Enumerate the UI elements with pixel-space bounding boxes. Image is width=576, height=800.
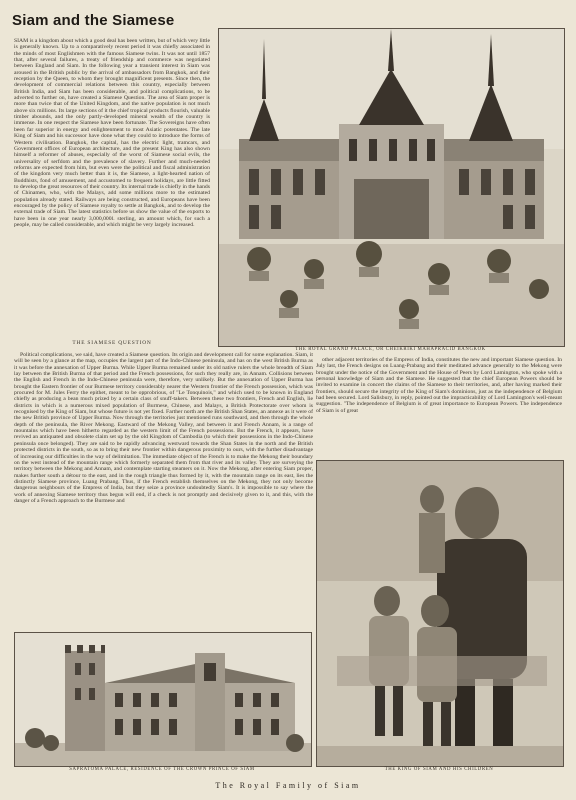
body-right-paragraph: other adjacent territories of the Empress of India, constitutes the new and important Siamese question. In July last, the French designs on Luang-Prabang and their meditated advance generally to the Mekong were brought under the notice of the Government and the House of Peers by Lord Lamington, who spoke with a personal knowledge of Siam and the Siamese. He suggested that the chief European Powers should be invited to examine in concert the claims of the Siamese to their territories, and, after having marked their frontiers, should secure the integrity of the King of Siam's dominions, just as the independence of Belgium had been secured. Lord Salisbury, in reply, pointed out the impracticability of Lord Lamington's well-meant suggestion. "The independence of Belgium is of great importance to European Powers. The independence of Siam is of great xyxy=(316,357,562,414)
king-and-children-engraving xyxy=(316,460,564,767)
body-left-paragraph: Political complications, we said, have created a Siamese question. Its origin and development call for some explanation. Siam, it will be seen by a glance at the map, occupies the largest part of the Indo-Chinese peninsula, and has on the west British Burma as it was before the annexation of Upper Burma. While Upper Burma remained under its old native rulers the whole breadth of Siam lay between the British Burma of that period and the French possessions, for such they really are, in Annam. Collisions between the English and French in the Indo-Chinese peninsula were, therefore, very unlikely. But the annexation of Upper Burma has brought the Eastern frontier of our Burmese territory considerably nearer the Western frontier of the French possession, which was procured for M. Jules Ferry the epithet, meant to be opprobrious, of "Le Tonquinois," and which used to be known in England chiefly as producing a bean much prized by a certain class of snuff-takers. Between these two frontiers, French and English, lie districts in which is a numerous mixed population of Burmese, Chinese, and Malays, a British Protectorate over whom is recognised by the King of Siam, but whose future is not yet fixed. Farther north are the British Shan States, an annexe as it were of the new British province of Upper Burma. Now through the territories just mentioned runs southward, and then through the whole depth of the peninsula, the River Mekong. Eastward of the Mekong Valley, and between it and French Annam, is a range of mountains which have been hitherto regarded as the western limit of the French possessions. But the French, it appears, have revived an antiquated and obsolete claim set up by the old Kingdom of Cambodia (to which their possessions in the Indo-Chinese peninsula once belonged). They are said to be rapidly advancing westward towards the Shan States in the north and the British protected districts in the south, so as to bring their new frontier within dangerous proximity to ours, with the further disadvantage of increasing our difficulties in the way of delimitation. The immediate object of the French is to make the Mekong their boundary on the west instead of the mountain range which formerly separated them from that river and its valley. They are surveying the territory between the Mekong and Annam, and contemplate starting steamers on it. Now the Mekong, after entering Siam proper, makes further south a détour to the east, and in the rough triangle thus formed by it, with the mountain range on its east, lies the distinctly Siamese province, Luang Prabang. Thus, if the French establish themselves on the Mekong, they not only become dangerous neighbours of the Empress of India, but they seize a province undoubtedly Siam's. It is impossible to say where the work of annexing Siamese territory thus begun will end, if a check is not promptly and decisively given to it, and this, with the danger of a French approach to the Burmese and xyxy=(14,352,313,504)
body-right-column xyxy=(316,357,562,455)
page-title: Siam and the Siamese xyxy=(12,12,175,29)
grand-palace-caption: THE ROYAL GRAND PALACE, OR CHEIKRIKI MAHAPRACID BANGKOK xyxy=(295,347,486,352)
sapratoma-palace-engraving xyxy=(14,632,312,767)
section-subhead: THE SIAMESE QUESTION xyxy=(72,340,152,346)
intro-paragraph: SIAM is a kingdom about which a good deal has been written, but of which very little is generally known. Up to a comparatively recent period it was chiefly associated in the minds of most Englishmen with the famous Siamese twins. It was not until 1857 that, after several failures, a treaty of friendship and commerce was negotiated between England and Siam. In the following year a transient interest in Siam was aroused in the British public by the arrival of ambassadors from Bangkok, and their reception by the Queen, to whom they brought magnificent presents. Since then, the development of commercial relations between this country, especially between British India, and Siam has been considerable, and political complications, to be adverted to further on, have created a Siamese Question. The area of Siam proper is more than twice that of the United Kingdom, and the native population is not much above six millions. Its large sections of it the chief tropical products flourish, valuable timber abounds, and the only partly-developed mineral wealth of the country is immense. In one respect the Siamese have been fortunate. The Sovereigns have often been far superior in energy and enlightenment to most Asiatic potentates. The late King of Siam and his successor have done what they could to introduce the forms of Western civilisation. Bangkok, the capital, has the electric light, tramcars, and Government offices of European architecture, and the present King has also shown himself a reformer of abuses, especially of the worst of Siamese social evils, the universality of serfdom and the prevalence of slavery. Further and much-needed reforms are expected from him, but even were the political and fiscal administration of the kingdom very much better than it is, the Siamese, a light-hearted nation of Buddhists, fond of amusement, and accustomed to frequent holidays, are little fitted to develop the great resources of their country. Its internal trade is chiefly in the hands of Chinamen, who, with the Malays, add some millions more to the estimated population already stated. Railways are being constructed, and Europeans have been encouraged by the policy of Siamese royalty to settle at Bangkok, and to develop the external trade of Siam. The latest statistics before us show the value of the exports to have been in one year nearly 3,000,000l. sterling, an amount which, for such a people, may be called considerable, and which might be very largely increased. xyxy=(14,38,210,228)
grand-palace-engraving xyxy=(218,28,565,347)
body-left-column xyxy=(14,352,313,626)
sapratoma-palace-caption: SAPRATOMA PALACE, RESIDENCE OF THE CROWN PRINCE OF SIAM xyxy=(69,767,255,772)
intro-column xyxy=(14,38,210,336)
page-footer-title: The Royal Family of Siam xyxy=(215,781,361,790)
king-caption: THE KING OF SIAM AND HIS CHILDREN xyxy=(384,767,494,772)
